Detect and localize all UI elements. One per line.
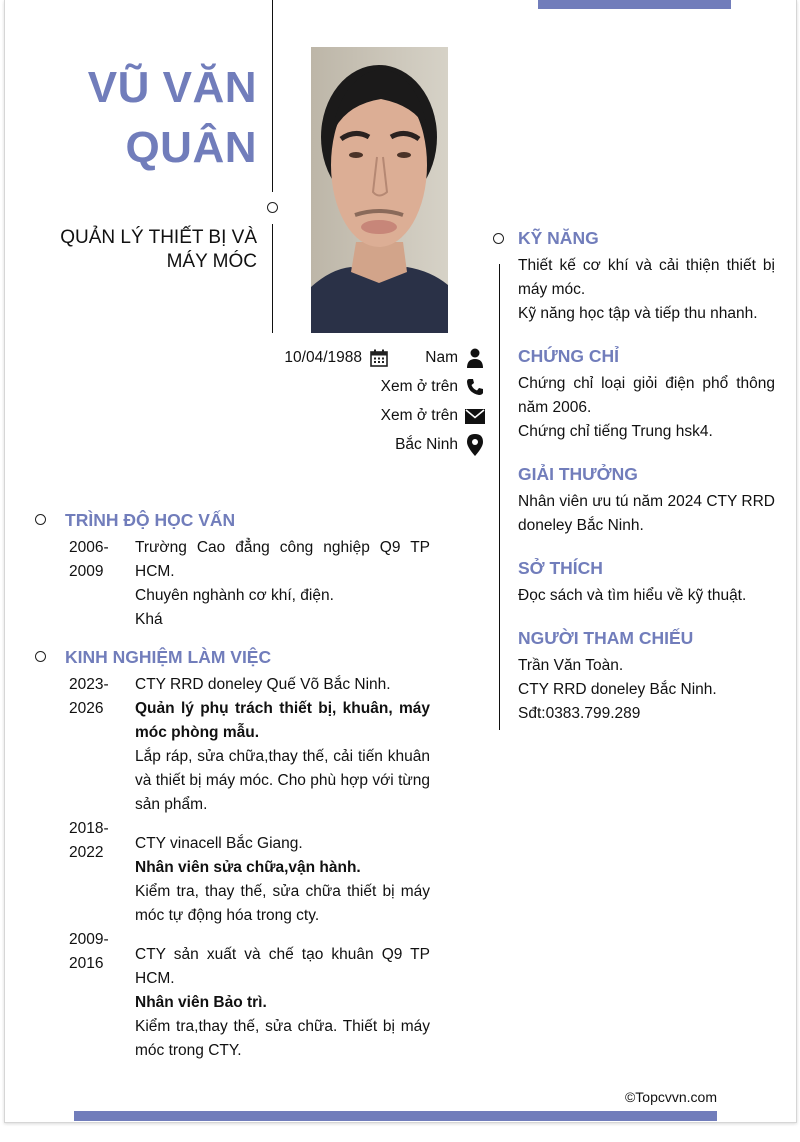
year-end: 2016 xyxy=(69,955,104,972)
portrait-illustration xyxy=(311,47,448,333)
right-column-divider xyxy=(499,264,500,730)
name-line-2: QUÂN xyxy=(125,123,257,172)
skills-list xyxy=(518,254,775,326)
experience-year xyxy=(69,817,124,865)
email-text: Xem ở trên xyxy=(380,407,458,424)
calendar-icon xyxy=(368,348,390,368)
description: Kiểm tra,thay thế, sửa chữa. Thiết bị máy móc trong CTY. xyxy=(135,1018,430,1059)
experience-year xyxy=(69,673,124,721)
experience-details xyxy=(135,673,430,817)
school-name: Trường Cao đẳng công nghiệp Q9 TP HCM. xyxy=(135,539,430,580)
email-row xyxy=(381,406,486,426)
top-accent-bar xyxy=(538,0,731,9)
certificates-title: CHỨNG CHỈ xyxy=(518,346,620,366)
position: Quản lý phụ trách thiết bị, khuân, máy móc phòng mẫu. xyxy=(135,700,430,741)
certificate-item: Chứng chỉ tiếng Trung hsk4. xyxy=(518,423,713,440)
awards-title: GIẢI THƯỞNG xyxy=(518,464,638,484)
bottom-accent-bar xyxy=(74,1111,717,1121)
year-start: 2023- xyxy=(69,676,109,693)
phone-icon xyxy=(464,377,486,397)
phone-text: Xem ở trên xyxy=(380,378,458,395)
hobby-item: Đọc sách và tìm hiểu về kỹ thuật. xyxy=(518,587,747,604)
position: Nhân viên sửa chữa,vận hành. xyxy=(135,859,361,876)
references-list xyxy=(518,654,775,726)
company: CTY sản xuất và chế tạo khuân Q9 TP HCM. xyxy=(135,946,430,987)
position: Nhân viên Bảo trì. xyxy=(135,994,267,1011)
name-line-1: VŨ VĂN xyxy=(87,63,257,112)
year-end: 2009 xyxy=(69,563,104,580)
header-divider-bottom xyxy=(272,224,273,333)
gender-text: Nam xyxy=(425,349,458,366)
grade: Khá xyxy=(135,611,163,628)
phone-row xyxy=(381,377,486,397)
job-title-line-1: QUẢN LÝ THIẾT BỊ VÀ xyxy=(60,227,257,248)
year-start: 2009- xyxy=(69,931,109,948)
education-title: TRÌNH ĐỘ HỌC VẤN xyxy=(65,510,236,530)
location-pin-icon xyxy=(464,435,486,455)
copyright-text: ©Topcvvn.com xyxy=(624,1089,717,1105)
job-title-line-2: MÁY MÓC xyxy=(166,251,257,272)
company: CTY vinacell Bắc Giang. xyxy=(135,835,303,852)
header-divider-top xyxy=(272,0,273,192)
year-end: 2026 xyxy=(69,700,104,717)
skill-item: Thiết kế cơ khí và cải thiện thiết bị máy móc. xyxy=(518,257,775,298)
experience-circle-marker xyxy=(35,651,46,662)
skills-circle-marker xyxy=(493,233,504,244)
education-year xyxy=(69,536,124,584)
certificates-list xyxy=(518,372,775,444)
skills-title: KỸ NĂNG xyxy=(518,228,599,248)
gender-row xyxy=(425,348,486,368)
person-icon xyxy=(464,348,486,368)
address-text: Bắc Ninh xyxy=(395,436,458,453)
certificate-item: Chứng chỉ loại giỏi điện phổ thông năm 2006. xyxy=(518,375,775,416)
reference-company: CTY RRD doneley Bắc Ninh. xyxy=(518,681,717,698)
education-details xyxy=(135,536,430,632)
experience-details xyxy=(135,832,430,928)
reference-phone: Sđt:0383.799.289 xyxy=(518,705,641,722)
experience-details xyxy=(135,943,430,1063)
profile-photo xyxy=(311,47,448,333)
hobbies-title: SỞ THÍCH xyxy=(518,558,603,578)
education-circle-marker xyxy=(35,514,46,525)
award-item: Nhân viên ưu tú năm 2024 CTY RRD doneley Bắc Ninh. xyxy=(518,493,775,534)
header-circle-marker xyxy=(267,202,278,213)
awards-list xyxy=(518,490,775,538)
candidate-name xyxy=(88,58,257,178)
experience-title: KINH NGHIỆM LÀM VIỆC xyxy=(65,647,272,667)
year-start: 2006- xyxy=(69,539,109,556)
skill-item: Kỹ năng học tập và tiếp thu nhanh. xyxy=(518,305,758,322)
description: Lắp ráp, sửa chữa,thay thế, cải tiến khuân và thiết bị máy móc. Cho phù hợp với từng sản phẩm. xyxy=(135,748,430,813)
job-title xyxy=(60,226,257,274)
birthday-text: 10/04/1988 xyxy=(284,349,362,366)
year-start: 2018- xyxy=(69,820,109,837)
company: CTY RRD doneley Quế Võ Bắc Ninh. xyxy=(135,676,391,693)
year-end: 2022 xyxy=(69,844,104,861)
description: Kiểm tra, thay thế, sửa chữa thiết bị máy móc tự động hóa trong cty. xyxy=(135,883,430,924)
experience-year xyxy=(69,928,124,976)
hobbies-list xyxy=(518,584,775,608)
envelope-icon xyxy=(464,406,486,426)
major: Chuyên nghành cơ khí, điện. xyxy=(135,587,334,604)
birthday-row xyxy=(284,348,390,368)
reference-name: Trần Văn Toàn. xyxy=(518,657,624,674)
address-row xyxy=(395,435,486,455)
references-title: NGƯỜI THAM CHIẾU xyxy=(518,628,694,648)
